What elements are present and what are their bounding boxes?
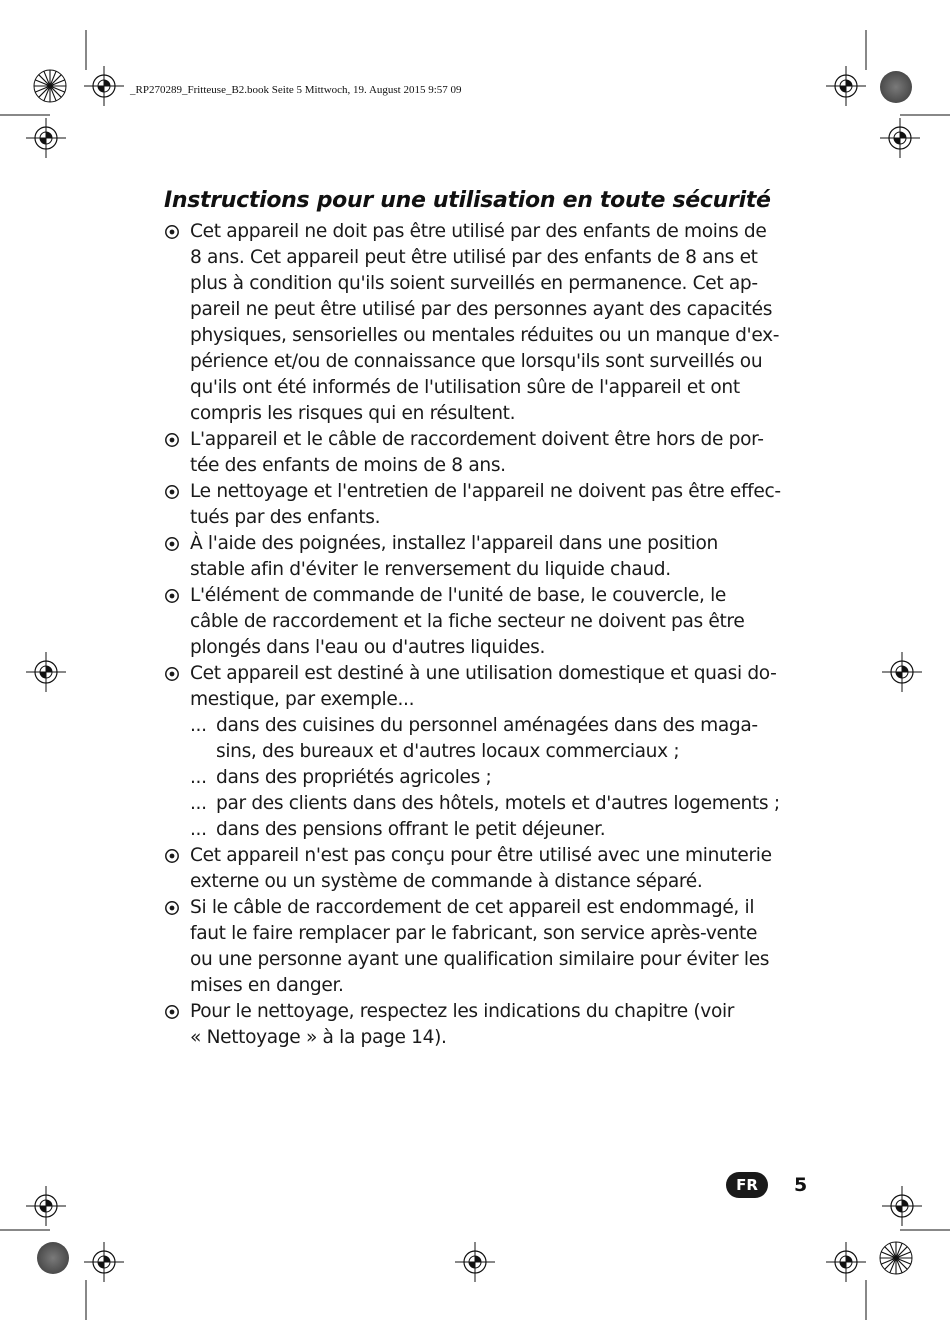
list-item-line: Le nettoyage et l'entretien de l'appareil ne doivent pas être effec- xyxy=(190,481,781,502)
sub-list-item-line: sins, des bureaux et d'autres locaux commerciaux ; xyxy=(216,741,680,762)
bullet-icon xyxy=(164,583,182,609)
list-item-line: « Nettoyage » à la page 14). xyxy=(190,1027,447,1048)
list-item-line: Si le câble de raccordement de cet appareil est endommagé, il xyxy=(190,897,755,918)
ellipsis-marker: ... xyxy=(190,767,207,788)
bullet-icon xyxy=(164,999,182,1025)
bullet-icon xyxy=(164,427,182,453)
list-item-line: À l'aide des poignées, installez l'appareil dans une position xyxy=(190,533,718,554)
bullet-icon xyxy=(164,219,182,245)
list-item-line: L'élément de commande de l'unité de base, le couvercle, le xyxy=(190,585,726,606)
list-item xyxy=(164,843,824,895)
ellipsis-marker: ... xyxy=(190,819,207,840)
bullet-icon xyxy=(164,843,182,869)
sub-list-item xyxy=(164,817,824,843)
list-item-line: mises en danger. xyxy=(190,975,344,996)
list-item-line: ou une personne ayant une qualification similaire pour éviter les xyxy=(190,949,770,970)
list-item-line: Cet appareil n'est pas conçu pour être utilisé avec une minuterie xyxy=(190,845,772,866)
language-badge: FR xyxy=(726,1172,768,1198)
list-item-line: faut le faire remplacer par le fabricant, son service après-vente xyxy=(190,923,758,944)
sub-list-item-line: dans des pensions offrant le petit déjeuner. xyxy=(216,819,606,840)
list-item-line: externe ou un système de commande à distance séparé. xyxy=(190,871,703,892)
sub-list-item xyxy=(164,713,824,765)
page-footer xyxy=(726,1172,807,1198)
list-item-line: plongés dans l'eau ou d'autres liquides. xyxy=(190,637,546,658)
safety-instructions-section xyxy=(164,188,824,1051)
section-title: Instructions pour une utilisation en toute sécurité xyxy=(164,188,771,213)
list-item-line: Cet appareil est destiné à une utilisation domestique et quasi do- xyxy=(190,663,777,684)
list-item-line: périence et/ou de connaissance que lorsqu'ils sont surveillés ou xyxy=(190,351,763,372)
list-item-line: câble de raccordement et la fiche secteur ne doivent pas être xyxy=(190,611,745,632)
list-item-line: physiques, sensorielles ou mentales réduites ou un manque d'ex- xyxy=(190,325,780,346)
list-item-line: compris les risques qui en résultent. xyxy=(190,403,516,424)
page-number: 5 xyxy=(794,1174,808,1196)
sub-list-item-line: par des clients dans des hôtels, motels et d'autres logements ; xyxy=(216,793,780,814)
list-item-line: pareil ne peut être utilisé par des personnes ayant des capacités xyxy=(190,299,773,320)
list-item-line: tée des enfants de moins de 8 ans. xyxy=(190,455,506,476)
sub-list-item xyxy=(164,791,824,817)
list-item-line: L'appareil et le câble de raccordement doivent être hors de por- xyxy=(190,429,764,450)
bullet-icon xyxy=(164,479,182,505)
bullet-icon xyxy=(164,895,182,921)
list-item-line: qu'ils ont été informés de l'utilisation sûre de l'appareil et ont xyxy=(190,377,740,398)
list-item-line: tués par des enfants. xyxy=(190,507,381,528)
bullet-icon xyxy=(164,531,182,557)
list-item-line: mestique, par exemple... xyxy=(190,689,415,710)
list-item xyxy=(164,479,824,531)
list-item-line: Pour le nettoyage, respectez les indications du chapitre (voir xyxy=(190,1001,735,1022)
sub-list-item-line: dans des propriétés agricoles ; xyxy=(216,767,492,788)
list-item-line: 8 ans. Cet appareil peut être utilisé par des enfants de 8 ans et xyxy=(190,247,758,268)
list-item xyxy=(164,531,824,583)
sub-list-item xyxy=(164,765,824,791)
bullet-icon xyxy=(164,661,182,687)
ellipsis-marker: ... xyxy=(190,715,207,736)
print-file-info: _RP270289_Fritteuse_B2.book Seite 5 Mittwoch, 19. August 2015 9:57 09 xyxy=(130,84,462,96)
list-item xyxy=(164,895,824,999)
list-item xyxy=(164,427,824,479)
list-item-line: Cet appareil ne doit pas être utilisé par des enfants de moins de xyxy=(190,221,767,242)
ellipsis-marker: ... xyxy=(190,793,207,814)
list-item-line: plus à condition qu'ils soient surveillés en permanence. Cet ap- xyxy=(190,273,758,294)
list-item xyxy=(164,583,824,661)
sub-list-item-line: dans des cuisines du personnel aménagées dans des maga- xyxy=(216,715,758,736)
instruction-list xyxy=(164,219,824,1051)
list-item xyxy=(164,219,824,427)
list-item-line: stable afin d'éviter le renversement du liquide chaud. xyxy=(190,559,671,580)
list-item xyxy=(164,661,824,713)
list-item xyxy=(164,999,824,1051)
